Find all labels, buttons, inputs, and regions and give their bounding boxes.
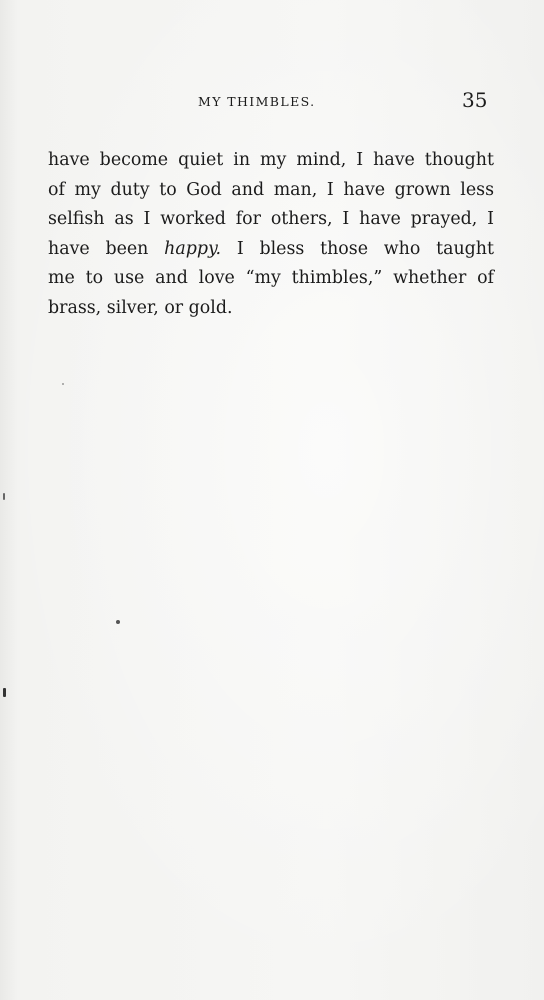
text-span: I bless those who taught xyxy=(221,238,494,259)
text-line xyxy=(48,235,494,265)
text-span: have been xyxy=(48,238,165,259)
running-head xyxy=(0,88,544,118)
text-line: selfish as I worked for others, I have prayed, I xyxy=(48,209,494,229)
margin-mark xyxy=(3,493,5,500)
italic-emphasis: happy. xyxy=(164,238,222,259)
text-line: brass, silver, or gold. xyxy=(48,297,233,318)
ink-speck xyxy=(62,383,64,385)
text-line: of my duty to God and man, I have grown less xyxy=(48,179,494,200)
text-line: have become quiet in my mind, I have thought xyxy=(48,150,494,170)
margin-mark xyxy=(3,688,6,697)
body-paragraph xyxy=(48,146,494,323)
text-line: me to use and love “my thimbles,” whether of xyxy=(48,268,494,288)
page-number: 35 xyxy=(462,88,488,112)
running-title: MY THIMBLES. xyxy=(198,94,316,109)
ink-speck xyxy=(116,620,120,624)
